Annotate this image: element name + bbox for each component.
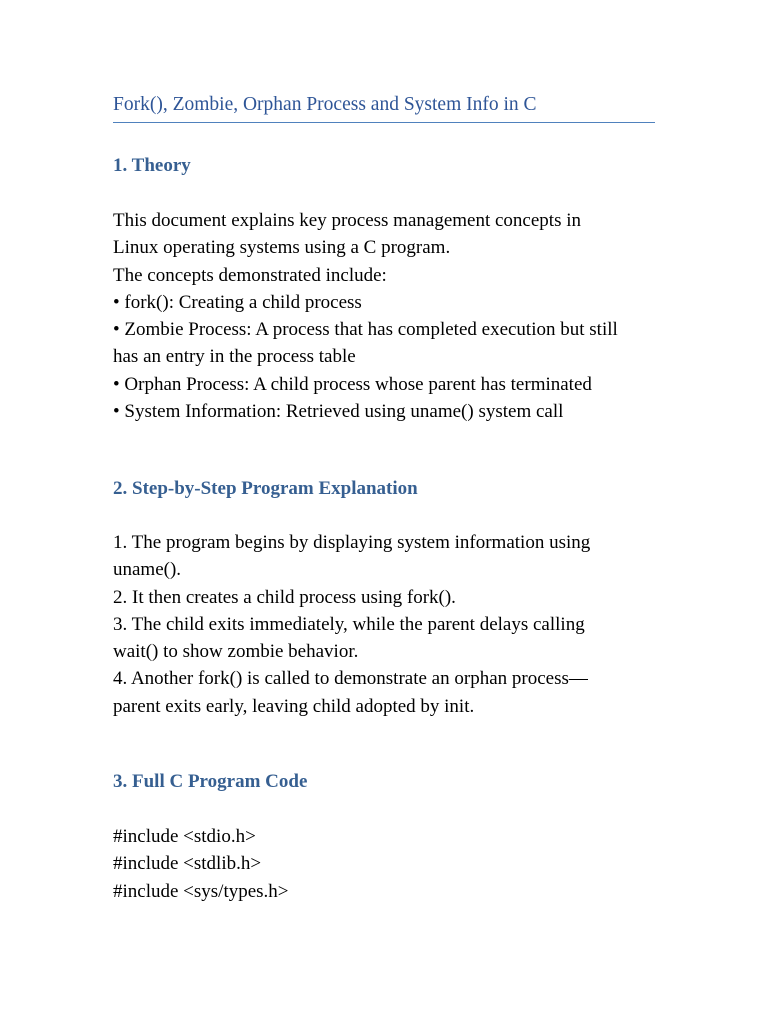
step-item: 1. The program begins by displaying system information using (113, 532, 591, 553)
code-line: #include <sys/types.h> (113, 880, 289, 902)
document-page (113, 0, 655, 1024)
bullet-item: • Zombie Process: A process that has completed execution but still (113, 319, 618, 341)
section-heading-explanation: 2. Step-by-Step Program Explanation (113, 478, 418, 499)
step-item: 4. Another fork() is called to demonstrate an orphan process— (113, 668, 588, 690)
text-line: wait() to show zombie behavior. (113, 641, 359, 663)
text-line: parent exits early, leaving child adopted by init. (113, 695, 475, 717)
document-title: Fork(), Zombie, Orphan Process and System Info in C (113, 94, 537, 115)
code-line: #include <stdio.h> (113, 826, 256, 847)
section-body-code (113, 823, 658, 905)
step-item: 2. It then creates a child process using fork(). (113, 586, 456, 608)
text-line: has an entry in the process table (113, 346, 356, 368)
text-line: The concepts demonstrated include: (113, 264, 387, 286)
bullet-item: • fork(): Creating a child process (113, 291, 362, 313)
step-item: 3. The child exits immediately, while the parent delays calling (113, 613, 585, 635)
text-line: This document explains key process management concepts in (113, 210, 582, 231)
bullet-item: • Orphan Process: A child process whose parent has terminated (113, 373, 592, 395)
text-line: uname(). (113, 559, 182, 581)
section-heading-theory: 1. Theory (113, 155, 191, 176)
bullet-item: • System Information: Retrieved using uname() system call (113, 401, 564, 423)
text-line: Linux operating systems using a C program. (113, 237, 451, 259)
code-line: #include <stdlib.h> (113, 853, 262, 875)
section-body-explanation (113, 529, 658, 720)
title-divider (113, 122, 655, 123)
section-heading-code: 3. Full C Program Code (113, 771, 308, 792)
section-body-theory (113, 207, 658, 425)
